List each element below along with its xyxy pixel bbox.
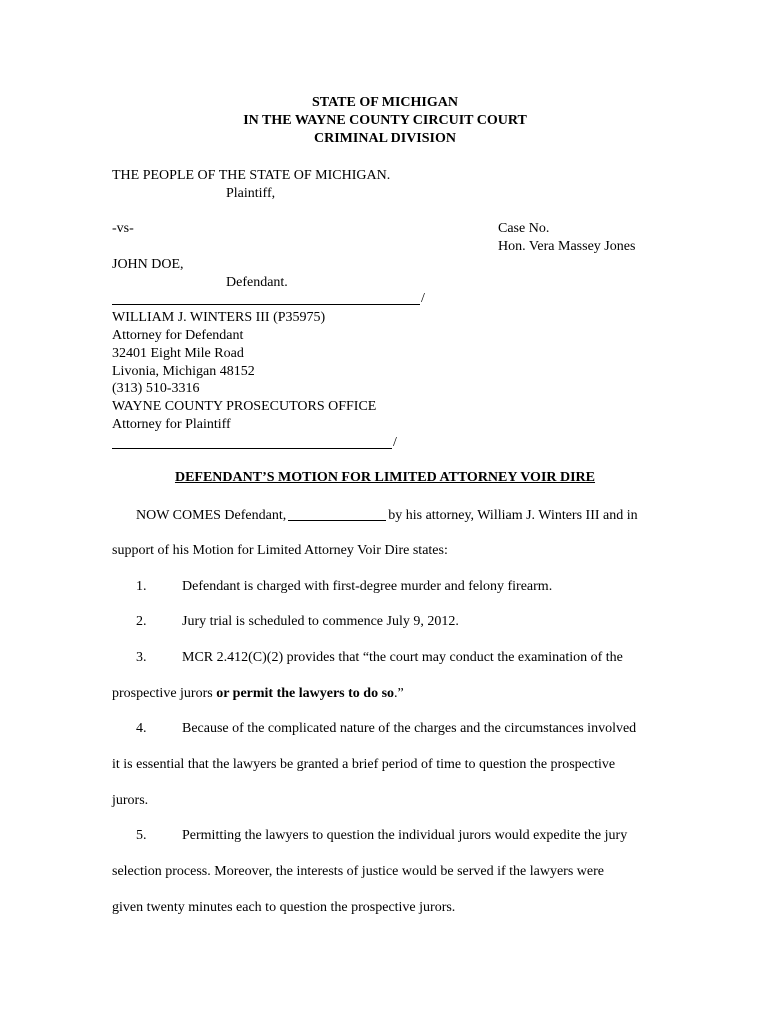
case-number-label: Case No.: [498, 221, 550, 236]
item-2-number: 2.: [136, 614, 147, 629]
item-3-continuation: [112, 685, 404, 703]
item-4-text-1: Because of the complicated nature of the charges and the circumstances involved: [182, 721, 637, 736]
item-4-number: 4.: [136, 721, 147, 736]
intro-text-end: by his attorney, William J. Winters III and in: [388, 508, 638, 523]
item-5-text-2: selection process. Moreover, the interests of justice would be served if the lawyers were: [112, 864, 604, 879]
defense-attorney: WILLIAM J. WINTERS III (P35975): [112, 310, 326, 325]
item-4-text-3: jurors.: [112, 793, 149, 808]
counsel-rule: [112, 448, 392, 449]
caption-rule: [112, 304, 420, 305]
prosecutor-role: Attorney for Plaintiff: [112, 417, 231, 432]
court-state: STATE OF MICHIGAN: [312, 95, 458, 110]
judge-name: Hon. Vera Massey Jones: [498, 239, 636, 254]
item-3-cont-end: .”: [394, 686, 404, 701]
item-5-number: 5.: [136, 828, 147, 843]
defense-role: Attorney for Defendant: [112, 328, 244, 343]
item-3-cont-plain: prospective jurors: [112, 686, 217, 701]
caption-rule-end: /: [421, 291, 425, 306]
item-3-number: 3.: [136, 650, 147, 665]
plaintiff-name: THE PEOPLE OF THE STATE OF MICHIGAN.: [112, 168, 391, 183]
item-3-text: MCR 2.412(C)(2) provides that “the court may conduct the examination of the: [182, 650, 623, 665]
item-3-cont-bold: or permit the lawyers to do so: [216, 686, 395, 701]
defendant-name-blank: [288, 506, 386, 521]
defense-address-street: 32401 Eight Mile Road: [112, 346, 244, 361]
item-1-number: 1.: [136, 579, 147, 594]
intro-line-2: support of his Motion for Limited Attorney Voir Dire states:: [112, 543, 448, 558]
defendant-name: JOHN DOE,: [112, 257, 184, 272]
versus-label: -vs-: [112, 221, 134, 236]
counsel-rule-end: /: [393, 435, 397, 450]
item-5-text-3: given twenty minutes each to question the prospective jurors.: [112, 900, 456, 915]
item-4-text-2: it is essential that the lawyers be granted a brief period of time to question the prospective: [112, 757, 616, 772]
intro-text-start: NOW COMES Defendant,: [136, 508, 287, 523]
defendant-role: Defendant.: [226, 275, 288, 290]
item-5-text-1: Permitting the lawyers to question the individual jurors would expedite the jury: [182, 828, 628, 843]
defense-address-city: Livonia, Michigan 48152: [112, 364, 255, 379]
item-1-text: Defendant is charged with first-degree murder and felony firearm.: [182, 579, 553, 594]
item-2-text: Jury trial is scheduled to commence July 9, 2012.: [182, 614, 459, 629]
intro-line-1: [136, 506, 638, 525]
court-name: IN THE WAYNE COUNTY CIRCUIT COURT: [243, 113, 527, 128]
motion-title: DEFENDANT’S MOTION FOR LIMITED ATTORNEY VOIR DIRE: [174, 470, 596, 485]
plaintiff-role: Plaintiff,: [226, 186, 276, 201]
defense-phone: (313) 510-3316: [112, 381, 200, 396]
court-division: CRIMINAL DIVISION: [314, 131, 456, 146]
prosecutor-office: WAYNE COUNTY PROSECUTORS OFFICE: [112, 399, 377, 414]
